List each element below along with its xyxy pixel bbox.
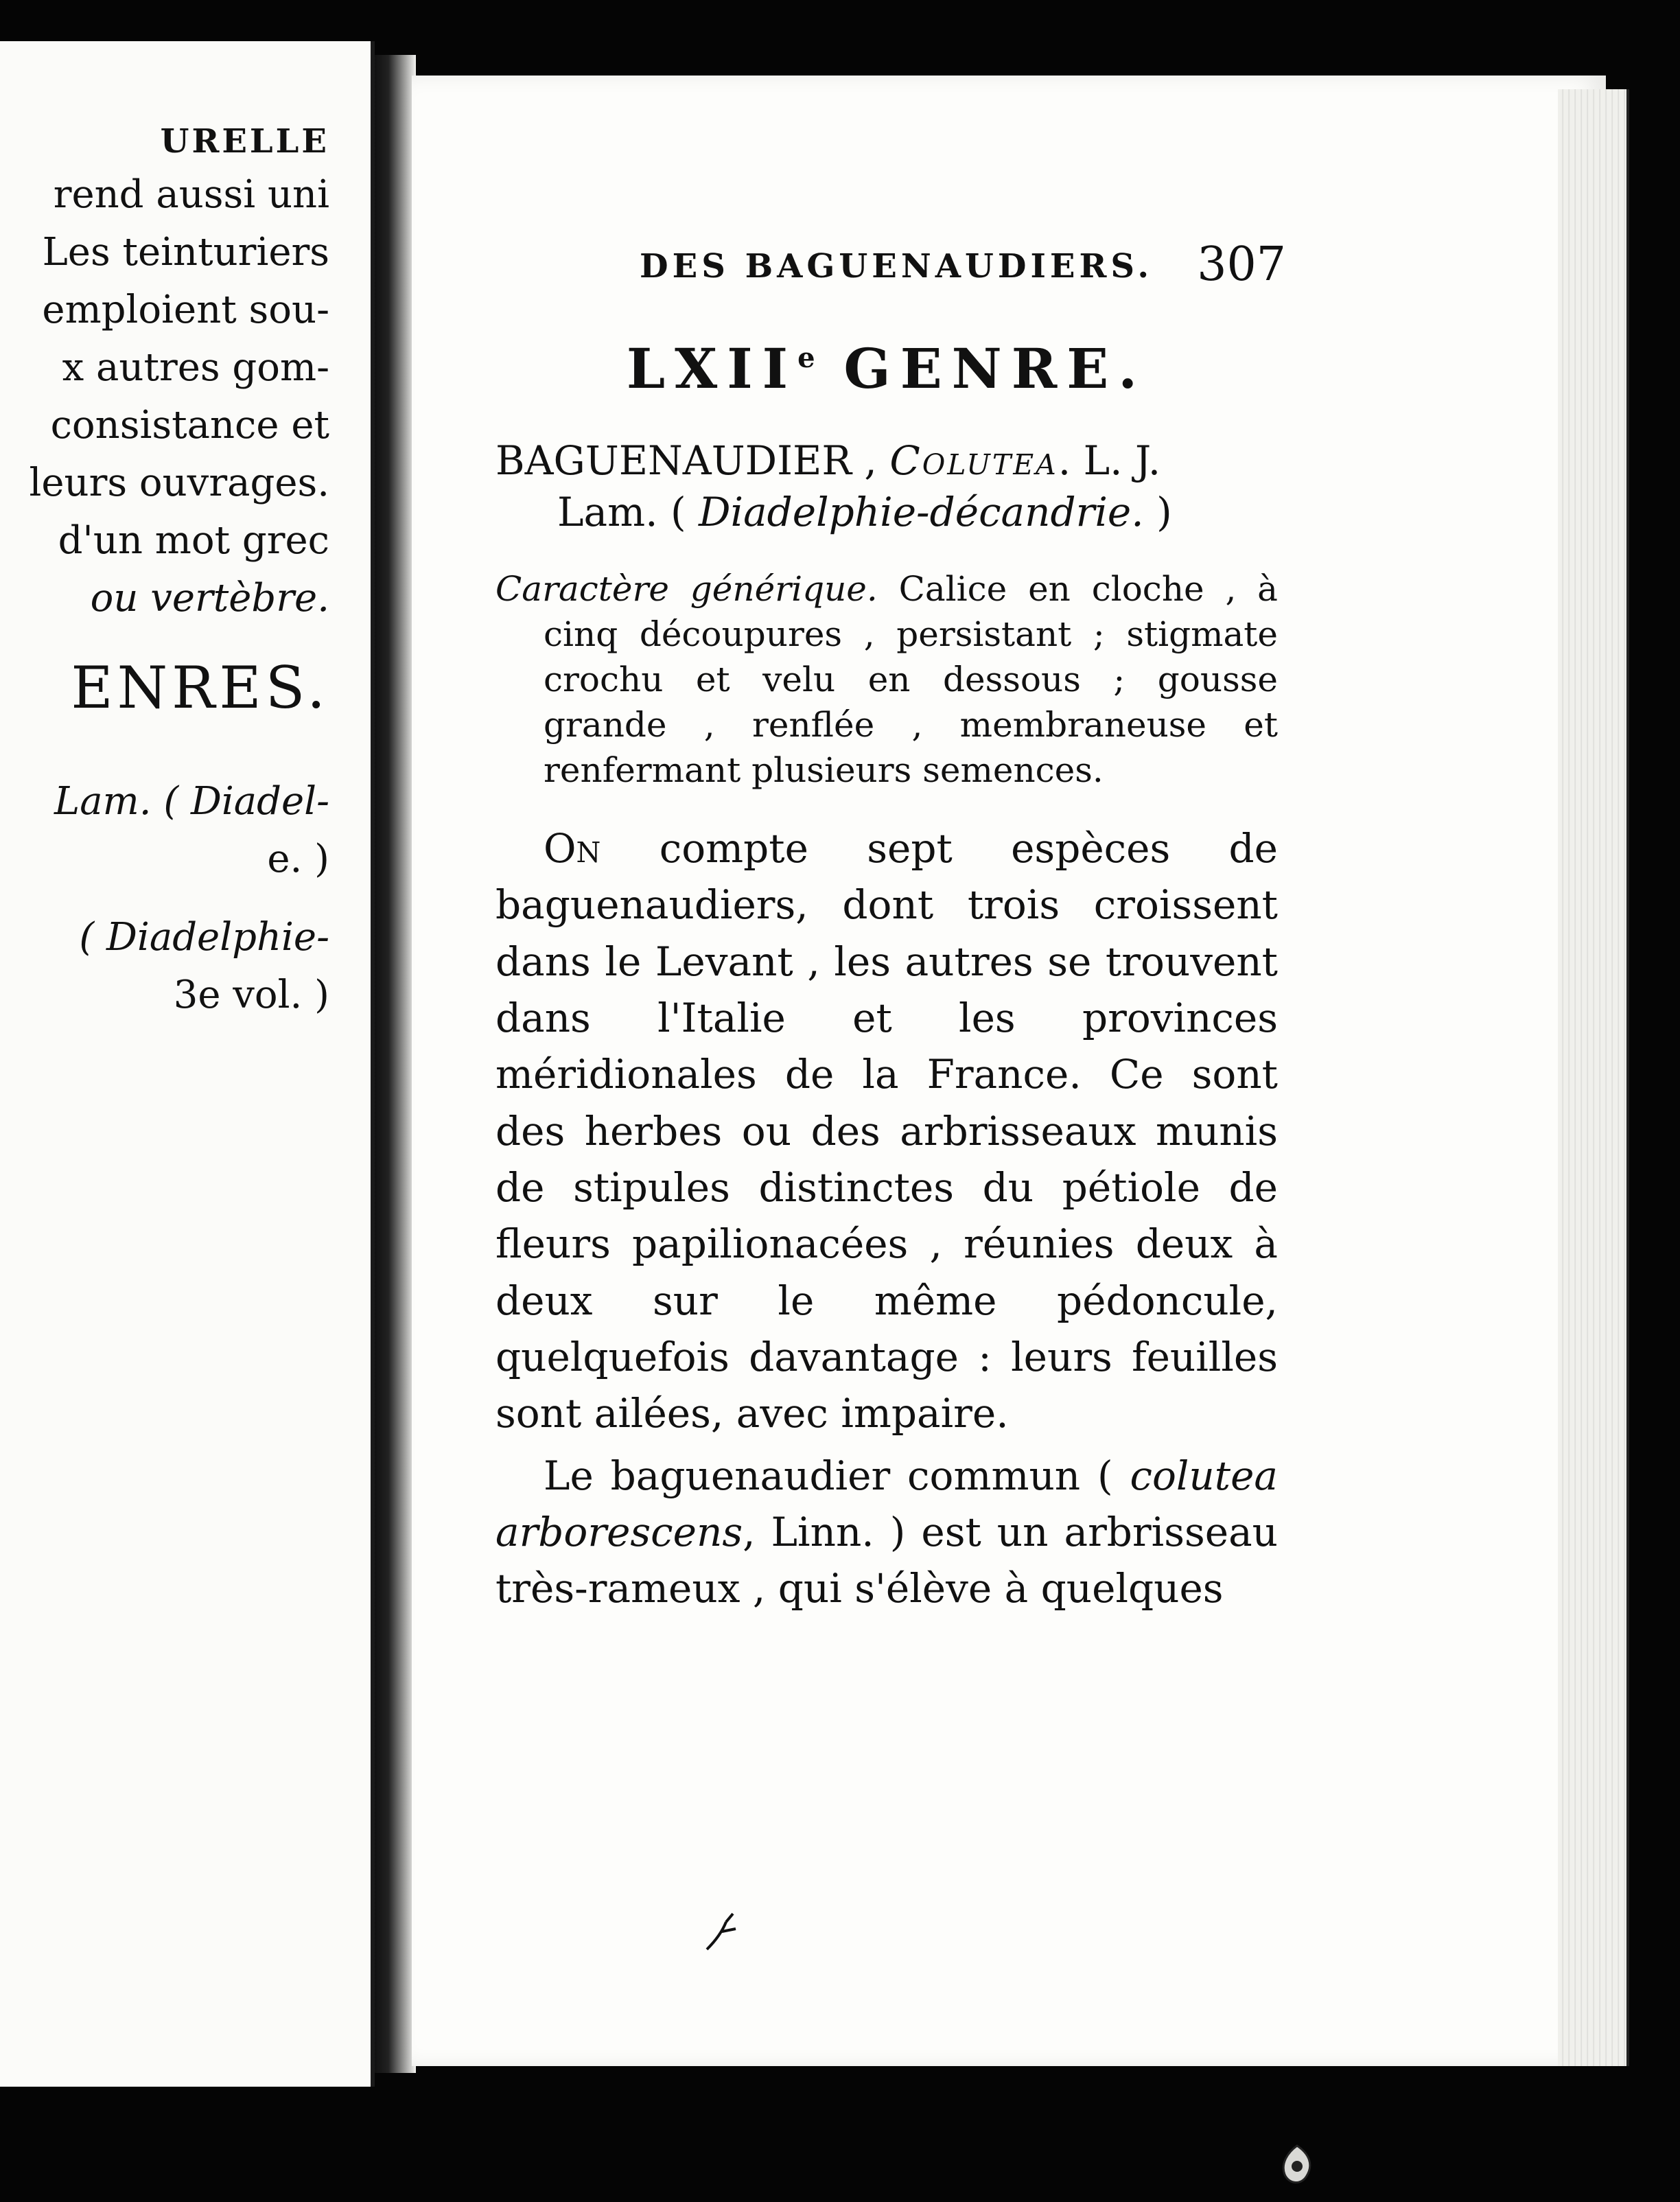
left-genre-heading: ENRES. (71, 654, 329, 721)
running-head (495, 237, 1286, 309)
left-line: ( Diadelphie- (79, 915, 329, 960)
paragraph-1 (495, 820, 1278, 1442)
left-line: Les teinturiers (42, 230, 329, 275)
genre-heading (495, 336, 1278, 401)
genre-superscript: e (797, 342, 815, 374)
left-running-head: URELLE (160, 122, 329, 161)
left-line: d'un mot grec (58, 518, 329, 563)
classification-line (557, 487, 1278, 538)
genre-word: GENRE. (843, 336, 1147, 401)
left-line: Lam. ( Diadel- (54, 779, 329, 824)
generic-character-text: Calice en cloche , à cinq découpures , persistant ; stigmate crochu et velu en dessous ; gousse grande , renflée , membraneuse et renfermant plusieurs semences. (544, 568, 1278, 790)
left-page (0, 41, 375, 2087)
left-line: consistance et (50, 403, 329, 448)
left-line: emploient sou- (42, 288, 329, 332)
paragraph-2-text: , Linn. ) est un arbrisseau très-rameux , qui s'élève à quelques (495, 1509, 1278, 1612)
left-line: e. ) (267, 837, 329, 881)
paragraph-2 (495, 1448, 1278, 1617)
genus-latin: Colutea (889, 437, 1058, 484)
generic-character (495, 566, 1278, 793)
book-gutter (375, 55, 416, 2073)
classification-start: Lam. ( (557, 489, 686, 536)
paragraph-2-start: Le baguenaudier commun ( (544, 1452, 1113, 1499)
left-line: x autres gom- (62, 345, 329, 390)
left-line: rend aussi uni (53, 172, 329, 217)
classification-end: ) (1156, 489, 1172, 536)
left-line: ou vertèbre. (90, 576, 329, 621)
genus-name-line (495, 435, 1278, 487)
page-number: 307 (1197, 237, 1286, 292)
generic-character-label: Caractère générique. (495, 568, 878, 609)
genus-authors: . L. J. (1058, 437, 1161, 484)
running-title: DES BAGUENAUDIERS. (640, 247, 1154, 286)
left-line: 3e vol. ) (173, 973, 329, 1017)
library-stamp-icon (1276, 2142, 1318, 2190)
paragraph-initial: On (544, 824, 601, 872)
genre-number: LXII (626, 336, 798, 401)
right-page-text (495, 237, 1286, 1617)
paragraph-2-latin: colutea arborescens (495, 1452, 1278, 1556)
ink-mark-icon (700, 1908, 748, 1956)
paragraph-1-text: compte sept espèces de baguenaudiers, dont trois croissent dans le Levant , les autres se trouvent dans l'Italie et les provinces méridionales de la France. Ce sont des herbes ou des arbrisseaux munis de stipules distinctes du pétiole de fleurs papilionacées , réunies deux à deux sur le même pédoncule, quelquefois davantage : leurs feuilles sont ailées, avec impaire. (495, 824, 1278, 1437)
left-line: leurs ouvrages. (29, 461, 329, 505)
genus-name: BAGUENAUDIER , (495, 437, 877, 484)
page-edge (1558, 89, 1629, 2066)
classification-name: Diadelphie-décandrie. (699, 489, 1144, 536)
